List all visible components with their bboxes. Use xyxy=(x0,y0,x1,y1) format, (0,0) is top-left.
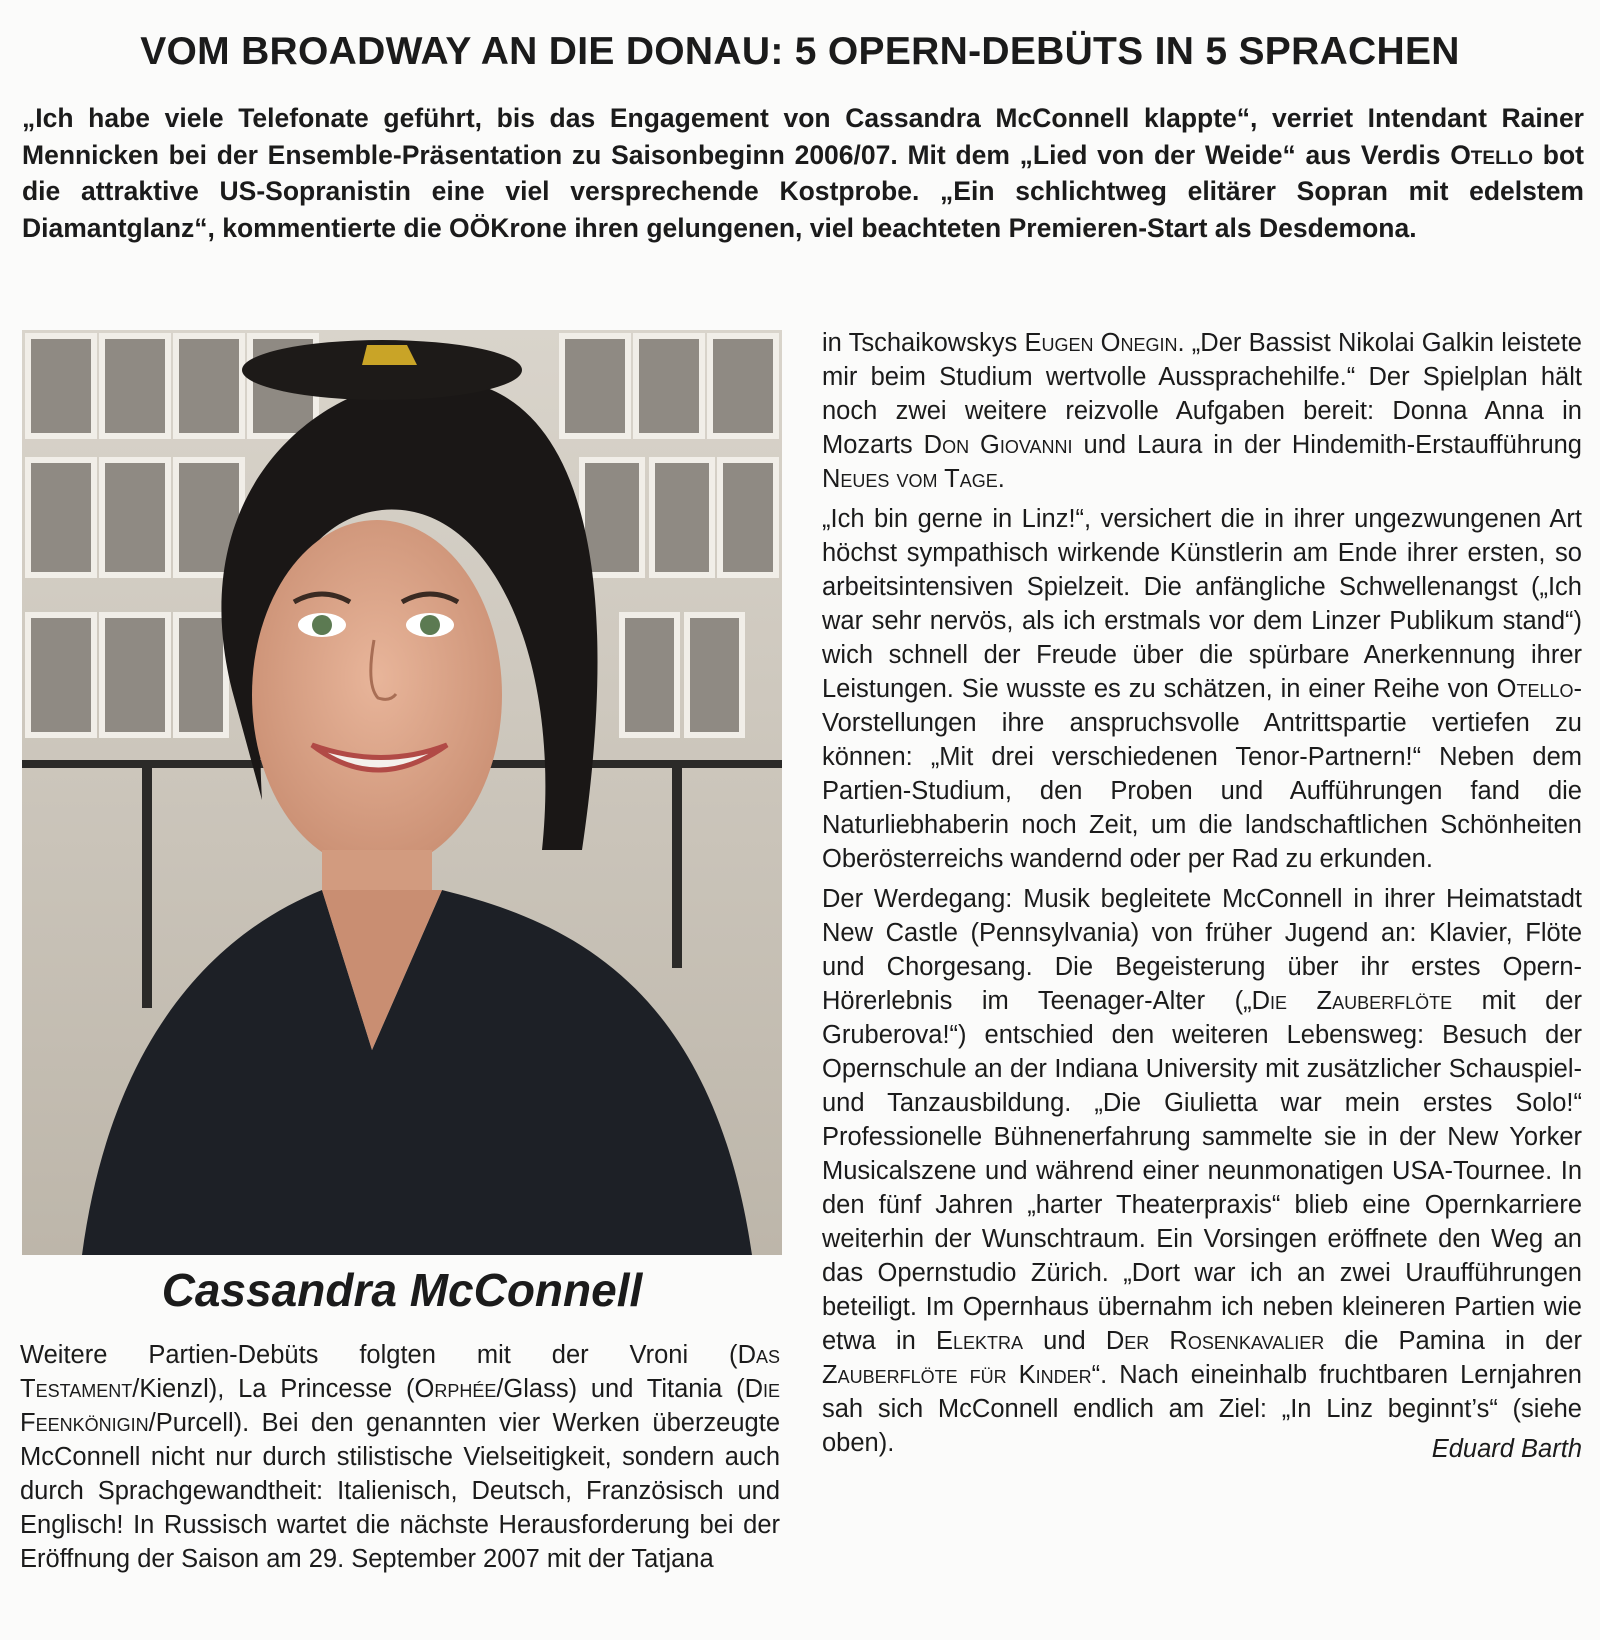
portrait-photo xyxy=(22,330,782,1255)
author-signature: Eduard Barth xyxy=(1431,1435,1582,1463)
right-p2-text-1: „Ich bin gerne in Linz!“, versichert die in ihrer ungezwungenen Art höchst sympathisch wirkende Künstlerin am Ende ihrer ersten, so arbeitsintensiven Spielzeit. Die anfängliche Schwellenangst („Ich war sehr nervös, als ich erstmals vor dem Linzer Publikum stand“) wich schnell der Freude über die spürbare Anerkennung ihrer Leistungen. Sie wusste es zu schätzen, in einer Reihe von xyxy=(822,505,1582,703)
work-title: Die Zauberflöte xyxy=(1251,987,1453,1015)
right-column xyxy=(822,326,1582,1466)
work-title: Otello xyxy=(1496,675,1574,703)
lead-paragraph xyxy=(22,100,1584,246)
right-p3-text-3: und xyxy=(1023,1327,1106,1355)
right-p3-text-5: “. Nach eineinhalb fruchtbaren Lernjahren sah sich McConnell endlich am Ziel: „In Linz beginnt’s“ (siehe oben). xyxy=(822,1361,1582,1457)
right-p1-text-4: . xyxy=(997,465,1005,493)
work-title: Elektra xyxy=(936,1327,1024,1355)
lead-text-1: „Ich habe viele Telefonate geführt, bis das Engagement von Cassandra McConnell klappte“, verriet Intendant Rainer Mennicken bei der Ensemble-Präsentation zu Saisonbeginn 2006/07. Mit dem „Lied von der Weide“ aus Verdis xyxy=(22,103,1584,170)
work-title: Zauberflöte für Kinder xyxy=(822,1361,1092,1389)
work-title: Eugen Onegin xyxy=(1024,329,1178,357)
right-paragraph-1 xyxy=(822,326,1582,496)
lead-opera-title: Otello xyxy=(1450,139,1534,170)
portrait-illustration xyxy=(22,330,782,1255)
right-p2-text-2: -Vorstellungen ihre anspruchsvolle Antrittspartie vertiefen zu können: „Mit drei verschiedenen Tenor-Partnern!“ Neben dem Partien-Studium, den Proben und Aufführungen fand die Naturliebhaberin noch Zeit, um die landschaftlichen Schönheiten Oberösterreichs wandernd oder per Rad zu erkunden. xyxy=(822,675,1582,873)
photo-caption: Cassandra McConnell xyxy=(161,1264,643,1316)
work-title: Das Testament xyxy=(20,1341,780,1403)
left-text-4: /Purcell). Bei den genannten vier Werken überzeugte McConnell nicht nur durch stilistische Vielseitigkeit, sondern auch durch Sprachgewandtheit: Italienisch, Deutsch, Französisch und Englisch! In Russisch wartet die nächste Herausforderung bei der Eröffnung der Saison am 29. September 2007 mit der Tatjana xyxy=(20,1409,780,1573)
work-title: Der Rosenkavalier xyxy=(1105,1327,1325,1355)
right-paragraph-2 xyxy=(822,502,1582,876)
right-p3-text-2: mit der Gruberova!“) entschied den weiteren Lebensweg: Besuch der Opernschule an der Indiana University mit zusätzlicher Schauspiel- und Tanzausbildung. „Die Giulietta war mein erstes Solo!“ Professionelle Bühnenerfahrung sammelte sie in der New Yorker Musicalszene und während einer neunmonatigen USA-Tournee. In den fünf Jahren „harter Theaterpraxis“ blieb eine Opernkarriere weiterhin der Wunschtraum. Ein Vorsingen eröffnete den Weg an das Opernstudio Zürich. „Dort war ich an zwei Uraufführungen beteiligt. Im Opernhaus übernahm ich neben kleineren Partien wie etwa in xyxy=(822,987,1582,1355)
headline: VOM BROADWAY AN DIE DONAU: 5 OPERN-DEBÜTS IN 5 SPRACHEN xyxy=(140,30,1460,73)
right-p3-text-1: Der Werdegang: Musik begleitete McConnell in ihrer Heimatstadt New Castle (Pennsylvania) von früher Jugend an: Klavier, Flöte und Chorgesang. Die Begeisterung über ihr erstes Opern-Hörerlebnis im Teenager-Alter („ xyxy=(822,885,1582,1015)
right-p1-text-1: in Tschaikowskys xyxy=(822,329,1025,357)
work-title: Orphée xyxy=(414,1375,497,1403)
work-title: Neues vom Tage xyxy=(822,465,998,493)
right-p3-text-4: die Pamina in der xyxy=(1324,1327,1582,1355)
right-paragraph-3 xyxy=(822,882,1582,1460)
right-p1-text-3: und Laura in der Hindemith-Erstaufführung xyxy=(1072,431,1582,459)
left-text-1: Weitere Partien-Debüts folgten mit der Vroni ( xyxy=(20,1341,738,1369)
left-text-3: /Glass) und Titania ( xyxy=(496,1375,745,1403)
lead-text-2: bot die attraktive US-Sopranistin eine viel versprechende Kostprobe. „Ein schlichtweg elitärer Sopran mit edelstem Diamantglanz“, kommentierte die OÖKrone ihren gelungenen, viel beachteten Premieren-Start als Desdemona. xyxy=(22,139,1585,243)
left-column-text xyxy=(20,1338,780,1576)
work-title: Don Giovanni xyxy=(923,431,1073,459)
work-title: Die Feenkönigin xyxy=(20,1375,781,1437)
left-text-2: /Kienzl), La Princesse ( xyxy=(132,1375,415,1403)
right-p1-text-2: . „Der Bassist Nikolai Galkin leistete mir beim Studium wertvolle Aussprachehilfe.“ Der Spielplan hält noch zwei weitere reizvolle Aufgaben bereit: Donna Anna in Mozarts xyxy=(822,329,1582,459)
